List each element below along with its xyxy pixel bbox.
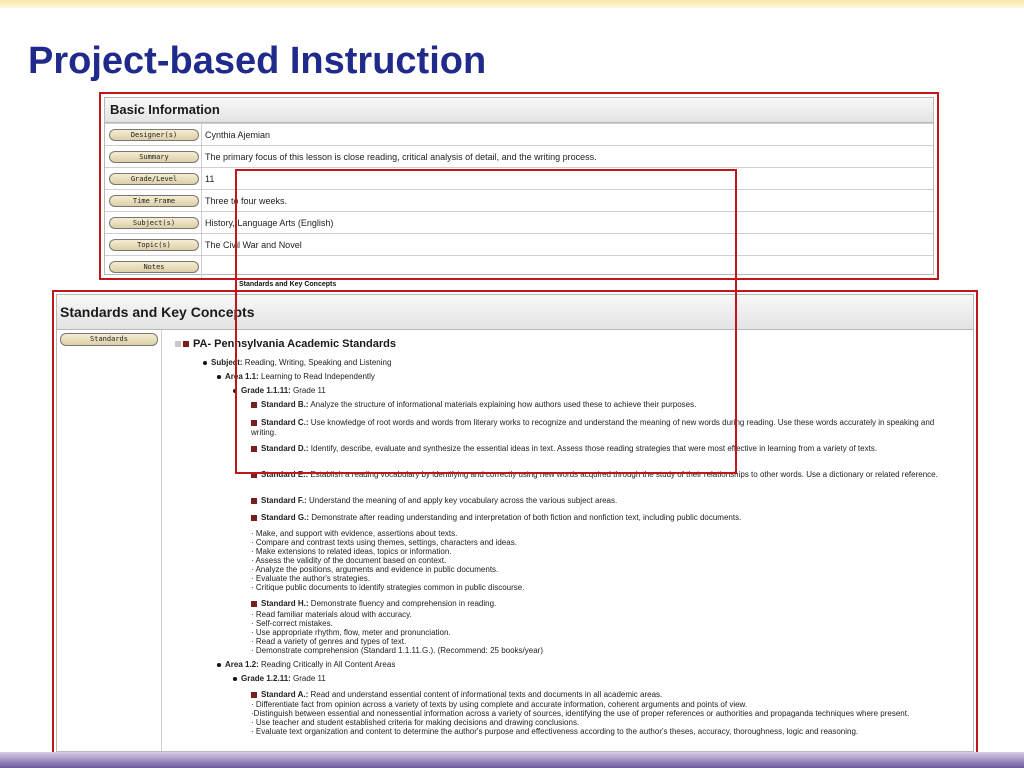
basic-information-header: Basic Information: [105, 98, 933, 123]
grade-1-2-11-line: Grade 1.2.11: Grade 11: [233, 674, 326, 683]
bullet-icon: [233, 677, 237, 681]
standard-g: Standard G.: Demonstrate after reading understanding and interpretation of both fiction and nonfiction text, including public documents.: [251, 513, 959, 523]
standard-square-icon: [183, 341, 189, 347]
area-1-1-line: Area 1.1: Learning to Read Independently: [217, 372, 375, 381]
list-item: · Evaluate text organization and content to determine the author's purpose and effectiveness according to the author's theses, accuracy, thoroughness, logic and reasoning.: [251, 727, 859, 736]
time-frame-label-button[interactable]: Time Frame: [109, 195, 199, 207]
standard-square-icon: [251, 515, 257, 521]
list-item: · Read familiar materials aloud with accuracy.: [251, 610, 412, 619]
list-item: · Compare and contrast texts using themes, settings, characters and ideas.: [251, 538, 517, 547]
grade-level-label-button[interactable]: Grade/Level: [109, 173, 199, 185]
grade-1-1-11-line: Grade 1.1.11: Grade 11: [233, 386, 326, 395]
info-row-summary: [105, 145, 933, 168]
summary-label-button[interactable]: Summary: [109, 151, 199, 163]
list-item: ·Distinguish between essential and nonessential information across a variety of sources, identifying the use of proper references or authorities and propaganda techniques where present.: [251, 709, 910, 718]
overlay-caption: Standards and Key Concepts: [239, 281, 337, 288]
list-item: · Assess the validity of the document based on context.: [251, 556, 447, 565]
list-item: · Read a variety of genres and types of text.: [251, 637, 407, 646]
standard-h: Standard H.: Demonstrate fluency and comprehension in reading.: [251, 599, 959, 609]
area-1-2-line: Area 1.2: Reading Critically in All Content Areas: [217, 660, 395, 669]
bullet-icon: [203, 361, 207, 365]
standard-g-bullets: [251, 529, 959, 592]
bullet-icon: [217, 375, 221, 379]
list-item: · Critique public documents to identify strategies common in public discourse.: [251, 583, 525, 592]
standards-header: Standards and Key Concepts: [57, 295, 973, 330]
list-item: · Use teacher and student established criteria for making decisions and drawing conclusions.: [251, 718, 580, 727]
list-item: · Analyze the positions, arguments and evidence in public documents.: [251, 565, 499, 574]
list-item: · Use appropriate rhythm, flow, meter and pronunciation.: [251, 628, 451, 637]
standard-e: Standard E.: Establish a reading vocabulary by identifying and correctly using new words acquired through the study of their relationships to other words. Use a dictionary or related reference.: [251, 470, 959, 480]
standard-f: Standard F.: Understand the meaning of and apply key vocabulary across the various subject areas.: [251, 496, 959, 506]
info-row-designers: [105, 123, 933, 146]
list-item: · Self-correct mistakes.: [251, 619, 333, 628]
standards-label-button[interactable]: Standards: [60, 333, 158, 346]
top-decorative-bar: [0, 0, 1024, 8]
list-item: · Demonstrate comprehension (Standard 1.1.11.G.). (Recommend: 25 books/year): [251, 646, 543, 655]
pa-standards-heading[interactable]: PA- Pennsylvania Academic Standards: [175, 338, 396, 350]
topics-label-button[interactable]: Topic(s): [109, 239, 199, 251]
subject-line: Subject: Reading, Writing, Speaking and Listening: [203, 358, 391, 367]
list-item: · Make extensions to related ideas, topics or information.: [251, 547, 452, 556]
time-frame-value: Three to four weeks.: [205, 196, 288, 206]
standard-square-icon: [251, 601, 257, 607]
list-item: · Differentiate fact from opinion across a variety of texts by using complete and accurate information, coherent arguments and points of view.: [251, 700, 748, 709]
bottom-decorative-bar: [0, 752, 1024, 768]
notes-label-button[interactable]: Notes: [109, 261, 199, 273]
standard-h-bullets: [251, 610, 959, 655]
bullet-icon: [217, 663, 221, 667]
standard-square-icon: [251, 498, 257, 504]
standard-a: Standard A.: Read and understand essential content of informational texts and documents in all academic areas.: [251, 690, 959, 700]
list-item: · Make, and support with evidence, assertions about texts.: [251, 529, 458, 538]
standard-c: Standard C.: Use knowledge of root words and words from literary works to recognize and understand the meaning of new words during reading. Use these words accurately in speaking and writing.: [251, 418, 935, 437]
designers-value: Cynthia Ajemian: [205, 130, 271, 140]
designers-label-button[interactable]: Designer(s): [109, 129, 199, 141]
slide-title: Project-based Instruction: [28, 40, 487, 82]
standards-label-cell: [57, 330, 162, 751]
summary-value: The primary focus of this lesson is close reading, critical analysis of detail, and the writing process.: [205, 152, 597, 162]
subjects-value: History, Language Arts (English): [205, 218, 334, 228]
grade-level-value: 11: [205, 174, 215, 184]
collapse-icon: [175, 341, 181, 347]
standard-b: Standard B.: Analyze the structure of informational materials explaining how authors used these to achieve their purposes.: [251, 400, 959, 410]
standard-square-icon: [251, 692, 257, 698]
highlight-frame: [235, 169, 737, 474]
topics-value: The Civil War and Novel: [205, 240, 302, 250]
standard-d: Standard D.: Identify, describe, evaluate and synthesize the essential ideas in text. Assess those reading strategies that were most effective in learning from a variety of texts.: [251, 444, 959, 454]
subjects-label-button[interactable]: Subject(s): [109, 217, 199, 229]
standard-a-lines: [251, 700, 959, 736]
list-item: · Evaluate the author's strategies.: [251, 574, 370, 583]
